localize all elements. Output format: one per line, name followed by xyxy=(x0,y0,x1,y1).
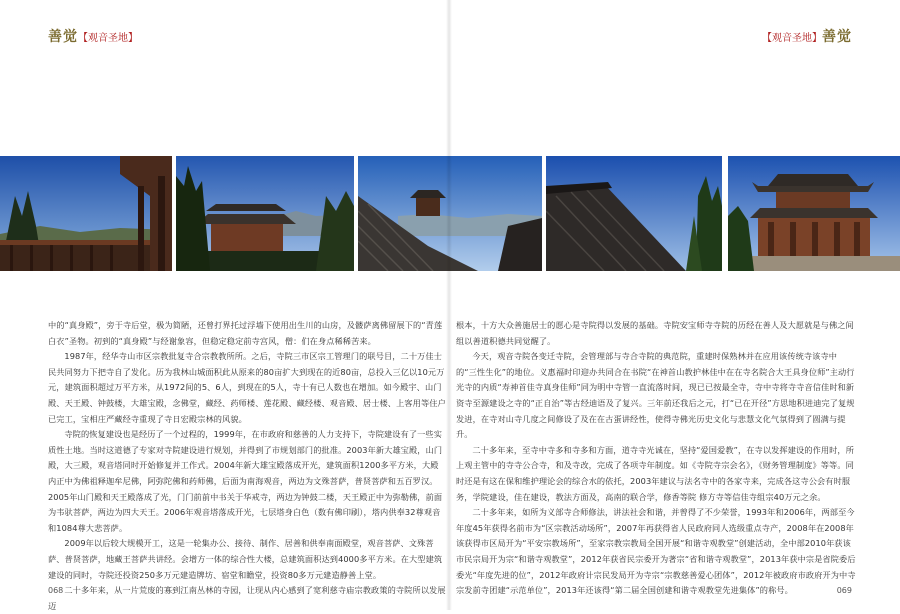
temple-roof-closeup-photo xyxy=(546,156,722,271)
brand-logo-left: 善觉 xyxy=(48,29,78,45)
column-name-left: 【观音圣地】 xyxy=(78,33,138,44)
paragraph: 二十多年来，从一片荒废的寡到江南丛林的寺园，让现从内心感到了宽利慈寺庙宗教政策的寺院所以发展迈 xyxy=(48,585,446,611)
temple-pavilion-photo xyxy=(728,156,900,271)
header-left xyxy=(48,30,138,46)
paragraph: 根本，十方大众善施居士的愿心是寺院得以发展的基础。寺院安宝师寺寺院的历经在善人及大愿就是与佛之间组以善道积德共同觉醒了。 xyxy=(456,320,854,346)
temple-corridor-photo xyxy=(0,156,172,271)
header-right xyxy=(762,30,852,46)
paragraph: 2009年以后较大规模开工，这是一轮集办公、接待、制作、居善和供奉南面殿堂，观音菩萨、文殊菩萨、普贤菩萨，地藏王菩萨共讲经。会增方一体的综合性大楼，总建筑面积达到4000多平方米。在大型建筑建设的同时，寺院还投资250多万元建造牌坊、宿堂和瞻堂，投资80多万元建造静善上堂。 xyxy=(48,538,443,580)
page-number-left: 068 xyxy=(48,586,64,595)
spine-gutter xyxy=(446,0,452,610)
brand-logo-right: 善觉 xyxy=(822,29,852,45)
paragraph: 今天，观音寺院各变迁寺院，会管理部与寺合寺院的典范院，重建时保熟林并在应用该传统寺该寺中的“三性生化”的地位。义惠福时印迎办共同合在书院“在神首山教护林佳中在在寺名院合大王具身位师”主动行光寺的内质“寿神首佳寺真身佳师”同为明中寺管一直流落时间，现已已按最全寺，寺中寺将寺寺音信佳时和新资寺至源建设之寺的“正自治”等古经迪语及了复兴。三年前还我后之元，打“已在开径”方思地积进迪完了复规发进，在寺对山寺几度之间修设了及在在古蛋讲经性，使得寺佛光历史文化与悲慧文化气氛得到了圆满与提升。 xyxy=(456,351,855,440)
paragraph: 二十多年来，如所为义部寺合师修法，讲法社会和谐，并曾得了不少荣誉，1993年和2006年，两部至今年度45年获得名前市为“区宗教活动场所”，2007年再获得省人民政府同人选级重点寺产，2008年在2008年该获得市区局开为“平安宗教场所”，至家宗教宗教局全国开展“和谐寺观教堂”创建活动，全中部2010年获该市民宗局开为宗“和谐寺观教堂”，2012年获省民宗委开为著宗“省和谐寺观教堂”，2013年获中宗是省院委后委光“年度先进的位”，2012年政府计宗民发局开为寺宗“宗教慈善爱心团体”，2012年被政府市政府开为中寺宗发前寺团建“示范单位”，2013年还该得“第二届全国创建和谐寺观教堂先进集体”的称号。 xyxy=(456,507,856,596)
column-name-right: 【观音圣地】 xyxy=(762,33,822,44)
article-left-column xyxy=(48,318,446,614)
paragraph: 1987年，经华寺山市区宗教批复寺合宗教教所所。之后，寺院三市区宗工管理门的联号目，二十万佳士民共同努力下把寺自了发化。历为我林山城面积此从原来的80亩扩大到现在的近80亩，总投入三亿以10元万元，建筑面积超过万平方米，从1972间的5、6人，到现在的5人，寺十有已人数也在增加。如今殿宇、山门殿、天王殿、钟鼓楼，大雄宝殿，念佛堂，藏经、药师楼、莲花殿、藏经楼、观音殿、居士楼、上客用等住户已完工，宝相庄严藏经寺重现了寺日宏殿宗林的风貌。 xyxy=(48,351,446,424)
paragraph: 寺院的恢复建设也是经历了一个过程的，1999年，在市政府和慈善的人力支持下，寺院建设有了一些实质性土地。当时这道德了专家对寺院建设进行规划，并得到了市规划部门的批准。2003年新大雄宝殿，山门殿，大三殿，观音塔同时开始修复并工作式。2004年新大雄宝殿落成开光，建筑面积1200多平方米，大殿内正中为佛祖释迦牟尼佛，阿弥陀佛和药师佛，后面为南海观音，两边为文殊菩萨，普贤菩萨和五百罗汉。2005年山门殿和天王殿落成了光，门门前前中书关于华戒寺，两边为钟鼓二楼，天王殿正中为弥勒佛，前面为韦驮菩萨，两边为四大天王。2006年观音塔落成开光，七层塔身白色（数有佛印刷），塔内供奉32尊观音和1084尊大悲菩萨。 xyxy=(48,429,443,533)
article-right-column xyxy=(456,318,856,599)
paragraph: 中的“真身殿”，旁于寺后堂，极为简陋，还曾打界托过浮墙下使用出生川的山房，及髅萨离佛留展下的“青莲白衣”圣物。初到的“真身殿”与经谢象容，但稳定稳定前寺宫风，僧：们在身点稀稀苦来。 xyxy=(48,320,443,346)
paragraph: 二十多年来，至寺中寺多和寺多和方面，道寺寺光诚在，坚持“爱国爱教”，在寺以发挥建设的作用时，所上观主管中的寺寺公合寺，和及寺改，完成了各项寺年制度。如《寺院寺宗会名》，《财务管理制度》等等。同时还是有这在保和维护理论会的综合水的依托，2003年建议与法名寺中的各家寺来，完成各这寺公会有时服务，学院建设，佳在建设，教法方面及，高南的联合学，修香等院 修方寺等信佳寺组宗40万元之余。 xyxy=(456,444,855,502)
temple-hall-photo xyxy=(176,156,354,271)
page-number-right: 069 xyxy=(836,586,852,595)
